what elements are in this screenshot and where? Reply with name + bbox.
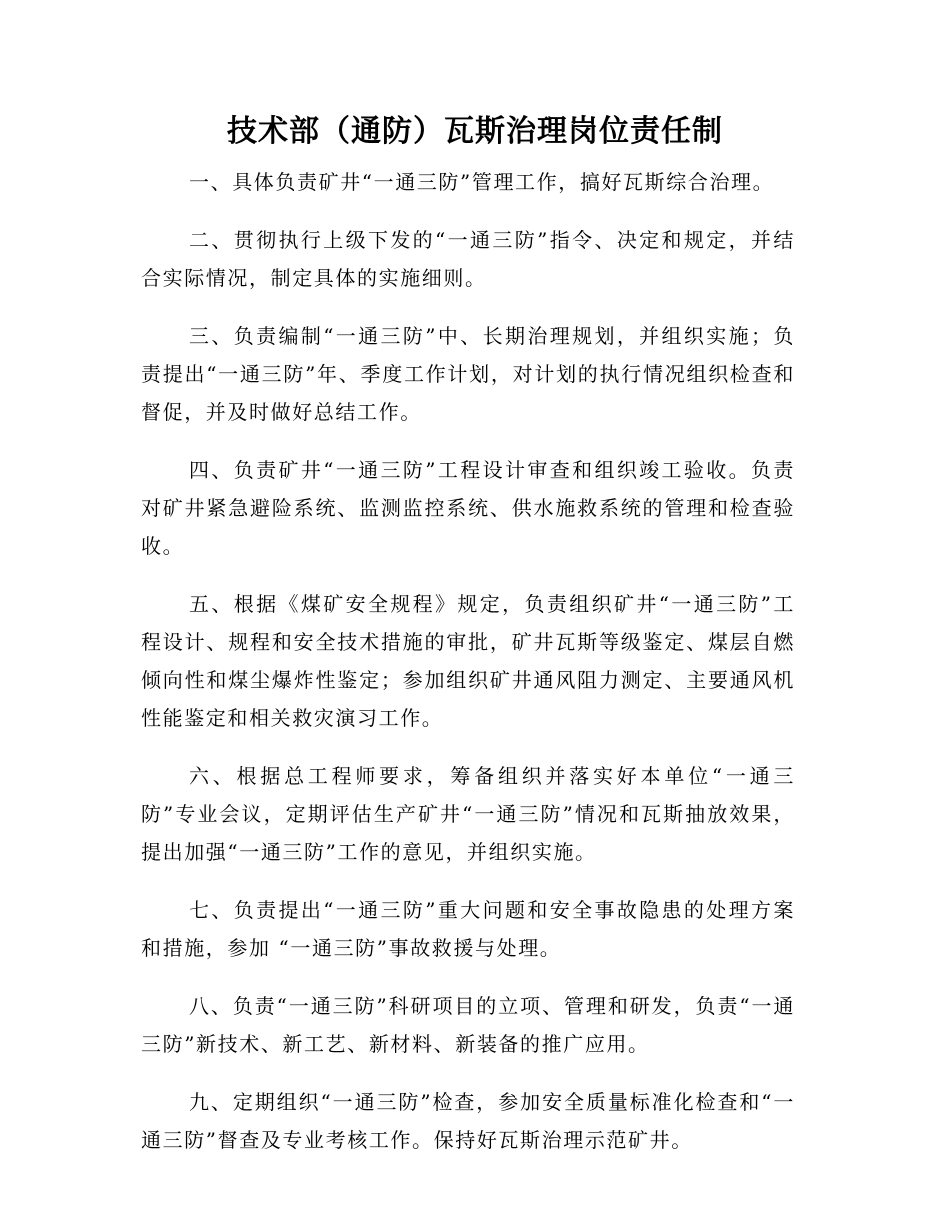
paragraph-3: 三、负责编制“一通三防”中、长期治理规划，并组织实施；负责提出“一通三防”年、季度工作计划，对计划的执行情况组织检查和督促，并及时做好总结工作。: [141, 324, 795, 424]
paragraph-4: 四、负责矿井“一通三防”工程设计审查和组织竣工验收。负责对矿井紧急避险系统、监测监控系统、供水施救系统的管理和检查验收。: [141, 458, 795, 558]
paragraph-8: 八、负责“一通三防”科研项目的立项、管理和研发，负责“一通三防”新技术、新工艺、新材料、新装备的推广应用。: [141, 994, 795, 1056]
paragraph-2: 二、贯彻执行上级下发的“一通三防”指令、决定和规定，并结合实际情况，制定具体的实施细则。: [141, 228, 795, 290]
paragraph-7: 七、负责提出“一通三防”重大问题和安全事故隐患的处理方案和措施，参加 “一通三防”事故救援与处理。: [141, 898, 795, 960]
document-body: [141, 163, 795, 1179]
paragraph-9: 九、定期组织“一通三防”检查，参加安全质量标准化检查和“一通三防”督查及专业考核工作。保持好瓦斯治理示范矿井。: [141, 1090, 795, 1152]
paragraph-1: 一、具体负责矿井“一通三防”管理工作，搞好瓦斯综合治理。: [189, 170, 775, 194]
paragraph-5: 五、根据《煤矿安全规程》规定，负责组织矿井“一通三防”工程设计、规程和安全技术措施的审批，矿井瓦斯等级鉴定、煤层自燃倾向性和煤尘爆炸性鉴定；参加组织矿井通风阻力测定、主要通风机性能鉴定和相关救灾演习工作。: [141, 592, 795, 730]
paragraph-6: 六、根据总工程师要求，筹备组织并落实好本单位“一通三防”专业会议，定期评估生产矿井“一通三防”情况和瓦斯抽放效果，提出加强“一通三防”工作的意见，并组织实施。: [141, 764, 795, 864]
document-title: 技术部（通防）瓦斯治理岗位责任制: [227, 114, 723, 149]
